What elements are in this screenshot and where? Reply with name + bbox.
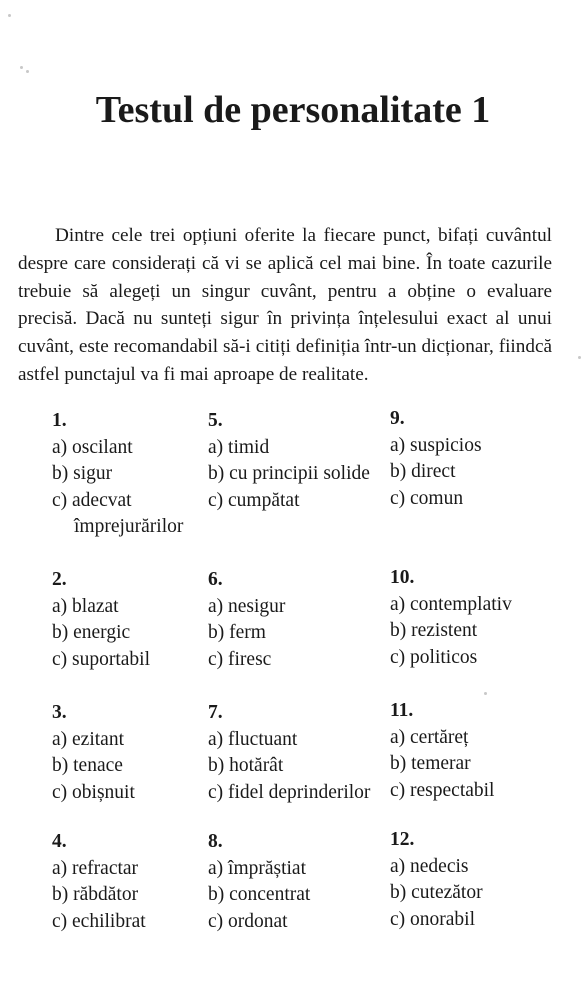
question-4	[52, 829, 146, 935]
question-2	[52, 567, 150, 673]
option-c-continuation: împrejurărilor	[74, 516, 184, 537]
option-c[interactable]: c) echilibrat	[52, 910, 146, 932]
option-a[interactable]: a) blazat	[52, 595, 119, 617]
question-6	[208, 567, 285, 673]
option-b[interactable]: b) rezistent	[390, 620, 478, 641]
option-a[interactable]: a) împrăștiat	[208, 857, 307, 879]
option-b[interactable]: b) energic	[52, 622, 131, 643]
question-11	[390, 698, 494, 804]
option-c[interactable]: c) obișnuit	[52, 781, 135, 803]
question-number: 1.	[52, 410, 67, 431]
option-c[interactable]: c) adecvat	[52, 489, 132, 511]
scan-speck	[20, 66, 23, 69]
option-c[interactable]: c) cumpătat	[208, 489, 300, 511]
option-b[interactable]: b) hotărât	[208, 755, 284, 776]
option-b[interactable]: b) sigur	[52, 463, 113, 484]
question-number: 4.	[52, 831, 67, 852]
question-12	[390, 827, 483, 933]
scan-speck	[578, 356, 581, 359]
question-number: 6.	[208, 569, 223, 590]
question-number: 8.	[208, 831, 223, 852]
option-c[interactable]: c) comun	[390, 487, 464, 509]
option-b[interactable]: b) direct	[390, 461, 456, 482]
question-number: 9.	[390, 408, 405, 429]
option-c[interactable]: c) fidel deprinderilor	[208, 781, 371, 803]
intro-paragraph: Dintre cele trei opțiuni oferite la fiecare punct, bifați cuvântul despre care considerați că vi se aplică cel mai bine. În toate cazurile trebuie să alegeți un singur cuvânt, pentru a obține o evaluare precisă. Dacă nu sunteți sigur în privința înțelesului exact al unui cuvânt, este recomandabil să-i citiți definiția într-un dicționar, fiindcă astfel punctajul va fi mai aproape de realitate.	[18, 225, 552, 385]
option-a[interactable]: a) suspicios	[390, 434, 482, 456]
option-c[interactable]: c) politicos	[390, 646, 478, 668]
question-number: 11.	[390, 700, 414, 721]
option-a[interactable]: a) refractar	[52, 857, 139, 879]
option-b[interactable]: b) răbdător	[52, 884, 139, 905]
question-1	[52, 408, 183, 541]
question-3	[52, 700, 135, 806]
scan-speck	[484, 692, 487, 695]
option-a[interactable]: a) contemplativ	[390, 593, 512, 615]
question-8	[208, 829, 310, 935]
option-b[interactable]: b) tenace	[52, 755, 123, 776]
question-number: 5.	[208, 410, 223, 431]
option-c[interactable]: c) ordonat	[208, 910, 288, 932]
option-a[interactable]: a) timid	[208, 436, 270, 458]
option-b[interactable]: b) ferm	[208, 622, 266, 643]
page-title: Testul de personalitate 1	[95, 89, 491, 131]
scan-speck	[26, 70, 29, 73]
question-9	[390, 406, 482, 512]
option-c[interactable]: c) onorabil	[390, 908, 476, 930]
option-a[interactable]: a) ezitant	[52, 728, 124, 750]
question-number: 7.	[208, 702, 223, 723]
question-number: 3.	[52, 702, 67, 723]
scan-speck	[8, 14, 11, 17]
option-a[interactable]: a) oscilant	[52, 436, 133, 458]
question-7	[208, 700, 370, 806]
option-c[interactable]: c) respectabil	[390, 779, 495, 801]
question-number: 2.	[52, 569, 67, 590]
option-a[interactable]: a) nedecis	[390, 855, 469, 877]
option-a[interactable]: a) fluctuant	[208, 728, 298, 750]
option-b[interactable]: b) cu principii solide	[208, 463, 370, 484]
question-10	[390, 565, 512, 671]
option-c[interactable]: c) suportabil	[52, 648, 151, 670]
option-b[interactable]: b) concentrat	[208, 884, 311, 905]
option-b[interactable]: b) cutezător	[390, 882, 483, 903]
question-number: 12.	[390, 829, 415, 850]
option-c[interactable]: c) firesc	[208, 648, 272, 670]
option-a[interactable]: a) certăreț	[390, 726, 469, 748]
option-a[interactable]: a) nesigur	[208, 595, 286, 617]
option-b[interactable]: b) temerar	[390, 753, 471, 774]
question-number: 10.	[390, 567, 415, 588]
question-5	[208, 408, 370, 514]
